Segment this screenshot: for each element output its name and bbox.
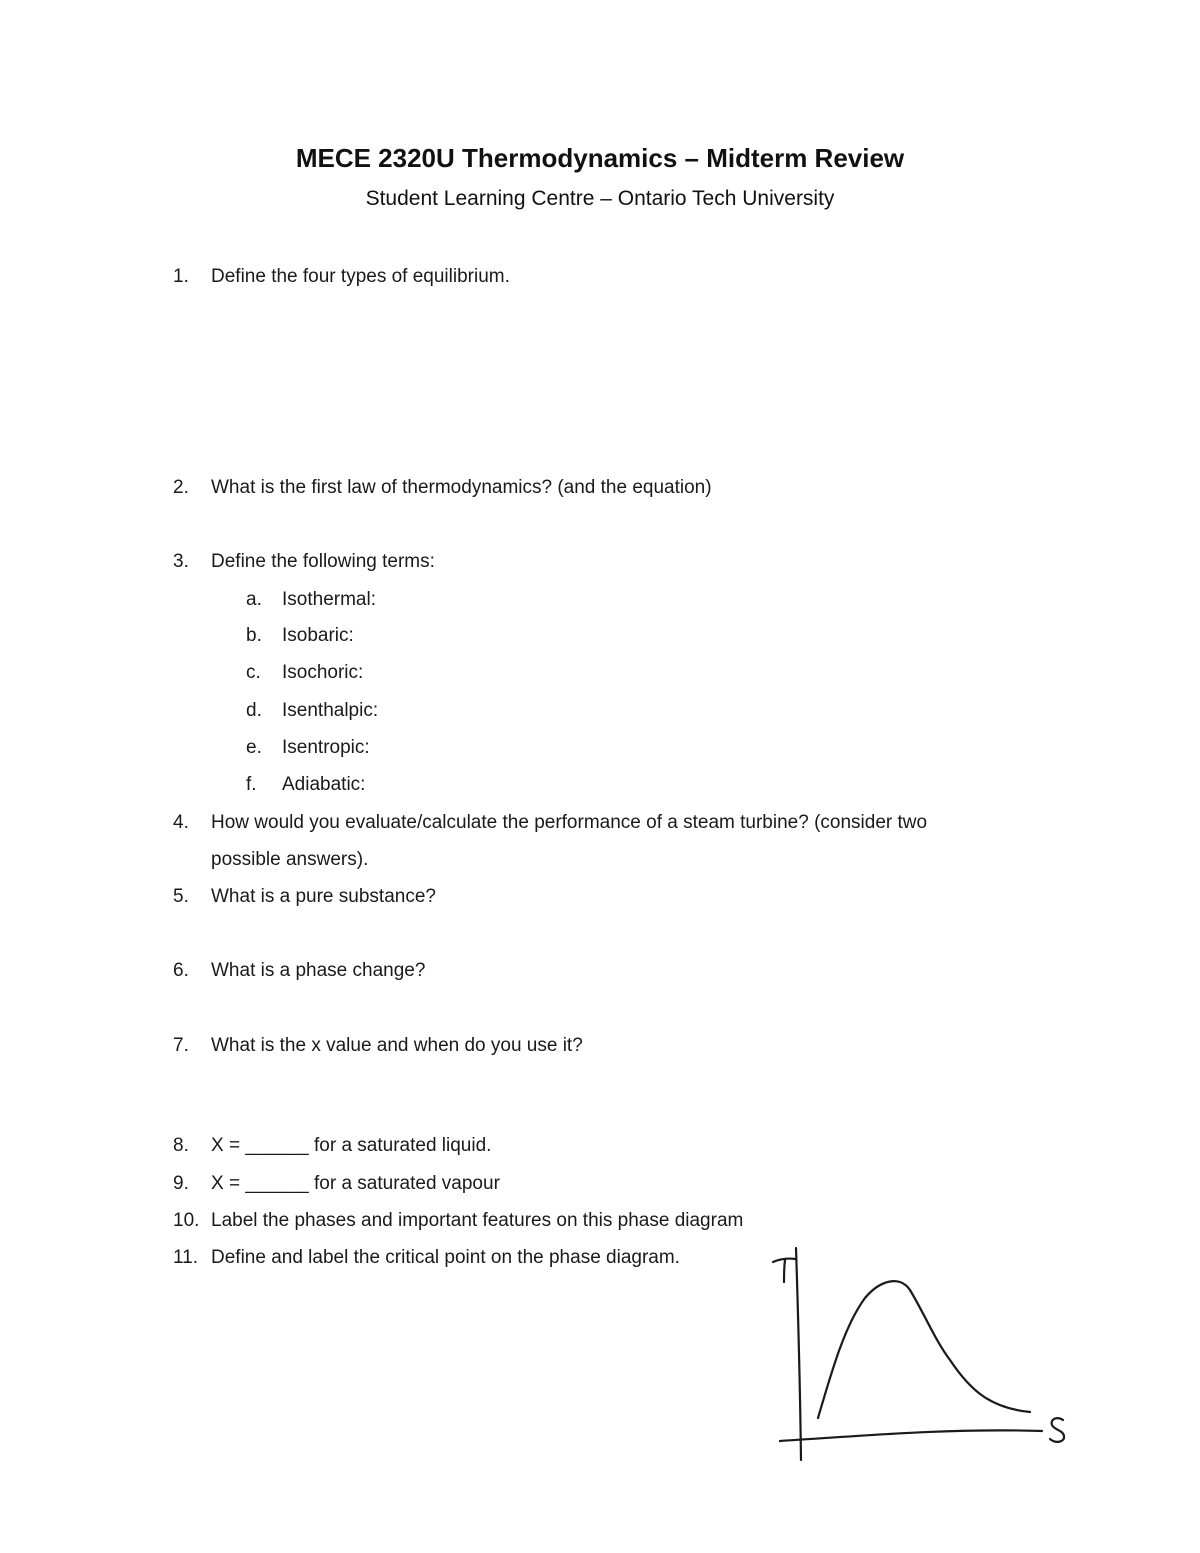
term-text: Isochoric: [282,662,364,683]
s-label-glyph [1050,1418,1064,1442]
x-axis [780,1430,1042,1441]
question-number: 11. [173,1247,199,1268]
question-text: Label the phases and important features on this phase diagram [211,1210,744,1231]
question-text: What is the first law of thermodynamics? (and the equation) [211,477,712,498]
question-number: 7. [173,1035,189,1056]
question-number: 6. [173,960,189,981]
question-number: 1. [173,266,189,287]
t-label-glyph [773,1259,795,1282]
term-letter: e. [246,737,262,758]
question-text: Define and label the critical point on the phase diagram. [211,1247,680,1268]
term-letter: a. [246,589,262,610]
question-number: 9. [173,1173,189,1194]
term-text: Isothermal: [282,589,376,610]
phase-diagram [760,1230,1080,1470]
question-number: 4. [173,812,189,833]
page-subtitle: Student Learning Centre – Ontario Tech University [365,187,835,210]
term-letter: c. [246,662,261,683]
question-number: 5. [173,886,189,907]
question-text: How would you evaluate/calculate the performance of a steam turbine? (consider two [211,812,928,833]
question-number: 3. [173,551,189,572]
question-text: What is a phase change? [211,960,426,981]
term-text: Isenthalpic: [282,700,379,721]
question-text-continued: possible answers). [211,849,369,870]
term-text: Isentropic: [282,737,370,758]
question-number: 10. [173,1210,200,1231]
term-letter: f. [246,774,257,795]
question-number: 8. [173,1135,189,1156]
question-text: Define the four types of equilibrium. [211,266,510,287]
question-text: X = ______ for a saturated vapour [211,1173,500,1194]
term-letter: d. [246,700,262,721]
term-text: Adiabatic: [282,774,366,795]
question-text: What is the x value and when do you use it? [211,1035,583,1056]
page-title: MECE 2320U Thermodynamics – Midterm Review [295,143,905,173]
question-text: X = ______ for a saturated liquid. [211,1135,492,1156]
saturation-dome-curve [818,1281,1030,1418]
term-letter: b. [246,625,262,646]
y-axis [796,1248,801,1460]
term-text: Isobaric: [282,625,354,646]
question-text: Define the following terms: [211,551,435,572]
question-number: 2. [173,477,189,498]
question-text: What is a pure substance? [211,886,436,907]
